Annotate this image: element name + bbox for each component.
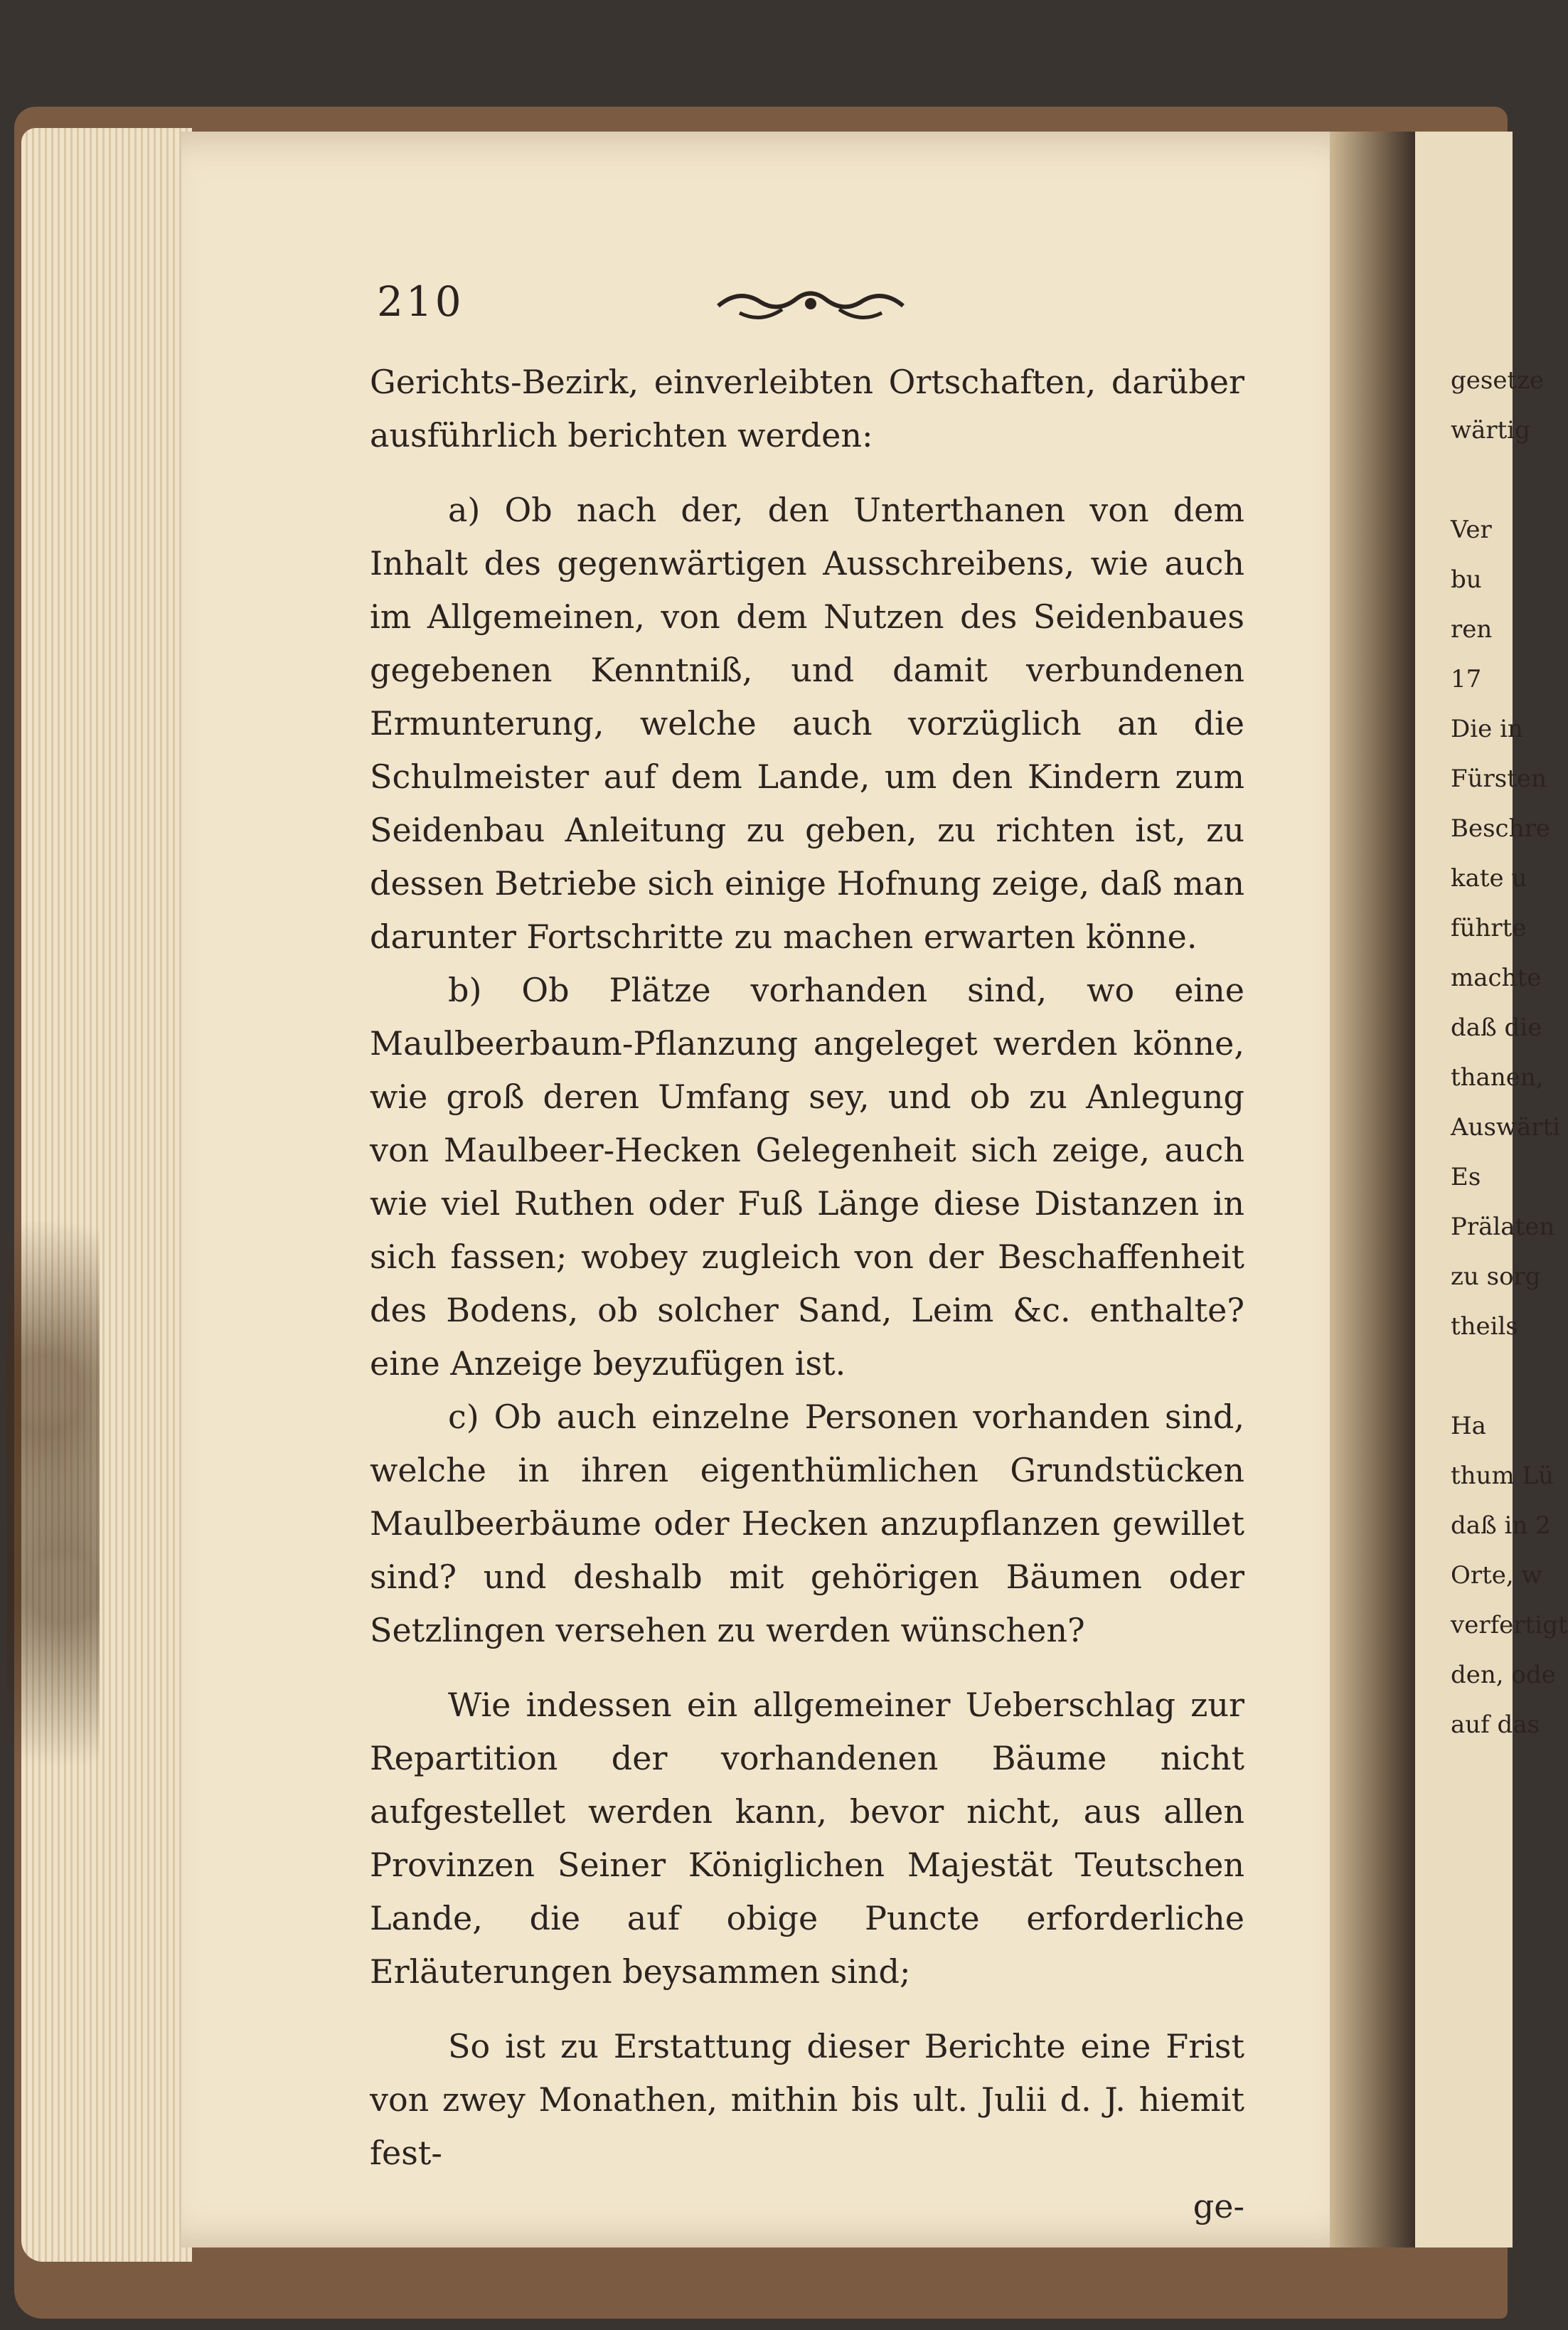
adjacent-line	[1451, 1351, 1511, 1401]
adjacent-line: Beschre	[1451, 814, 1550, 843]
foxing-stains	[7, 1138, 100, 1778]
page-number: 210	[377, 277, 464, 326]
paragraph-c: c) Ob auch einzelne Personen vorhanden sind, welche in ihren eigenthümlichen Grundstücken Maulbeerbäume oder Hecken anzupflanzen gewillet sind? und deshalb mit gehörigen Bäumen oder Setzlingen versehen zu werden wünschen?	[370, 1398, 1244, 1649]
adjacent-line: Die in	[1451, 715, 1523, 743]
paragraph-b: b) Ob Plätze vorhanden sind, wo eine Maulbeerbaum-Pflanzung angeleget werden könne, wie groß deren Umfang sey, und ob zu Anlegung von Maulbeer-Hecken Gelegenheit sich zeige, auch wie viel Ruthen oder Fuß Länge diese Distanzen in sich fassen; wobey zugleich von der Beschaffenheit des Bodens, ob solcher Sand, Leim &c. enthalte? eine Anzeige beyzufügen ist.	[370, 971, 1244, 1383]
paragraph-continuation: Gerichts-Bezirk, einverleibten Ortschaften, darüber ausführlich berichten werden:	[370, 363, 1244, 454]
scroll-ornament-icon	[711, 274, 910, 331]
adjacent-line: thum Lü	[1451, 1462, 1554, 1490]
adjacent-page-text	[1451, 356, 1568, 1750]
page-body-text	[370, 356, 1244, 2233]
adjacent-line: wärtig	[1451, 416, 1530, 445]
adjacent-line: theils	[1451, 1312, 1518, 1341]
paragraph-a: a) Ob nach der, den Unterthanen von dem Inhalt des gegenwärtigen Ausschreibens, wie auch im Allgemeinen, von dem Nutzen des Seidenbaues gegebenen Kenntniß, und damit verbundenen Ermunterung, welche auch vorzüglich an die Schulmeister auf dem Lande, um den Kindern zum Seidenbau Anleitung zu geben, zu richten ist, zu dessen Betriebe sich einige Hofnung zeige, daß man darunter Fortschritte zu machen erwarten könne.	[370, 491, 1244, 956]
adjacent-line: führte	[1451, 914, 1527, 942]
adjacent-line: Prälaten	[1451, 1213, 1555, 1241]
adjacent-line: Es	[1451, 1163, 1481, 1191]
adjacent-line: daß die	[1451, 1014, 1542, 1042]
adjacent-line: auf das	[1451, 1711, 1540, 1739]
adjacent-line: ren	[1451, 615, 1493, 644]
adjacent-line: machte	[1451, 964, 1542, 992]
book-gutter	[1330, 132, 1415, 2247]
catchword: ge-	[1193, 2187, 1244, 2225]
adjacent-line: zu sorg	[1451, 1262, 1541, 1291]
adjacent-line: bu	[1451, 565, 1482, 594]
adjacent-line: Ha	[1451, 1412, 1486, 1440]
adjacent-line: Auswärti	[1451, 1113, 1561, 1142]
adjacent-line: 17	[1451, 665, 1482, 693]
adjacent-line: kate u	[1451, 864, 1527, 893]
adjacent-line	[1451, 455, 1511, 505]
adjacent-line: Orte, w	[1451, 1561, 1542, 1590]
paragraph-deadline: So ist zu Erstattung dieser Berichte eine Frist von zwey Monathen, mithin bis ult. Julii d. J. hiemit fest-	[370, 2027, 1244, 2172]
adjacent-line: gesetze	[1451, 366, 1545, 395]
adjacent-line: den, ode	[1451, 1661, 1556, 1689]
adjacent-line: daß in 2	[1451, 1511, 1551, 1540]
adjacent-line: thanen,	[1451, 1063, 1544, 1092]
paragraph-repartition: Wie indessen ein allgemeiner Ueberschlag zur Repartition der vorhandenen Bäume nicht aufgestellet werden kann, bevor nicht, aus allen Provinzen Seiner Königlichen Majestät Teutschen Lande, die auf obige Puncte erforderliche Erläuterungen beysammen sind;	[370, 1686, 1244, 1991]
adjacent-line: verfertigt	[1451, 1611, 1568, 1639]
adjacent-line: Fürsten	[1451, 765, 1547, 793]
adjacent-line: Ver	[1451, 516, 1492, 544]
